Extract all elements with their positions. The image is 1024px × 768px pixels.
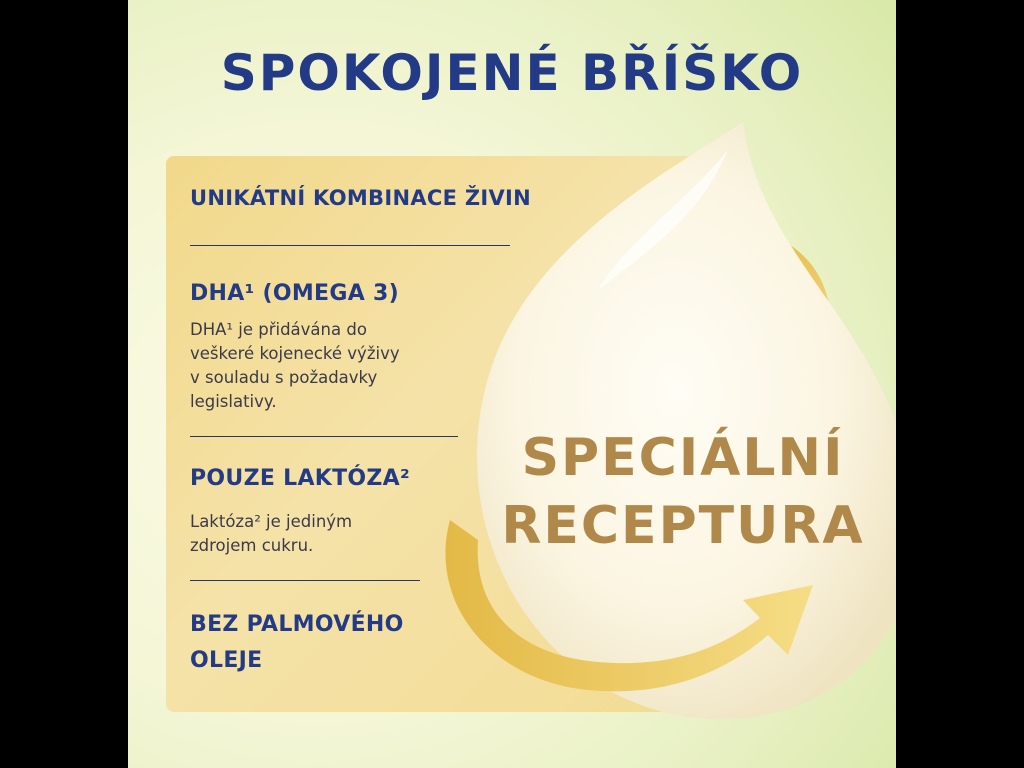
dha-line: veškeré kojenecké výživy — [190, 344, 400, 363]
panel-heading: UNIKÁTNÍ KOMBINACE ŽIVIN — [190, 186, 532, 210]
dha-line: DHA¹ je přidávána do — [190, 320, 367, 339]
dha-heading: DHA¹ (OMEGA 3) — [190, 281, 399, 306]
lactose-line: Laktóza² je jediným — [190, 512, 353, 531]
badge-line1: SPECIÁLNÍ — [521, 428, 845, 488]
badge-line2: RECEPTURA — [501, 496, 865, 556]
dha-line: legislativy. — [190, 392, 277, 411]
dha-line: v souladu s požadavky — [190, 368, 378, 387]
product-infographic — [128, 0, 896, 768]
palm-oil-heading-line2: OLEJE — [190, 648, 263, 673]
lactose-heading: POUZE LAKTÓZA² — [190, 466, 410, 491]
lactose-line: zdrojem cukru. — [190, 536, 314, 555]
milk-drop-illustration — [128, 0, 896, 768]
palm-oil-heading-line1: BEZ PALMOVÉHO — [190, 612, 404, 637]
page-title: SPOKOJENÉ BŘÍŠKO — [220, 44, 804, 102]
